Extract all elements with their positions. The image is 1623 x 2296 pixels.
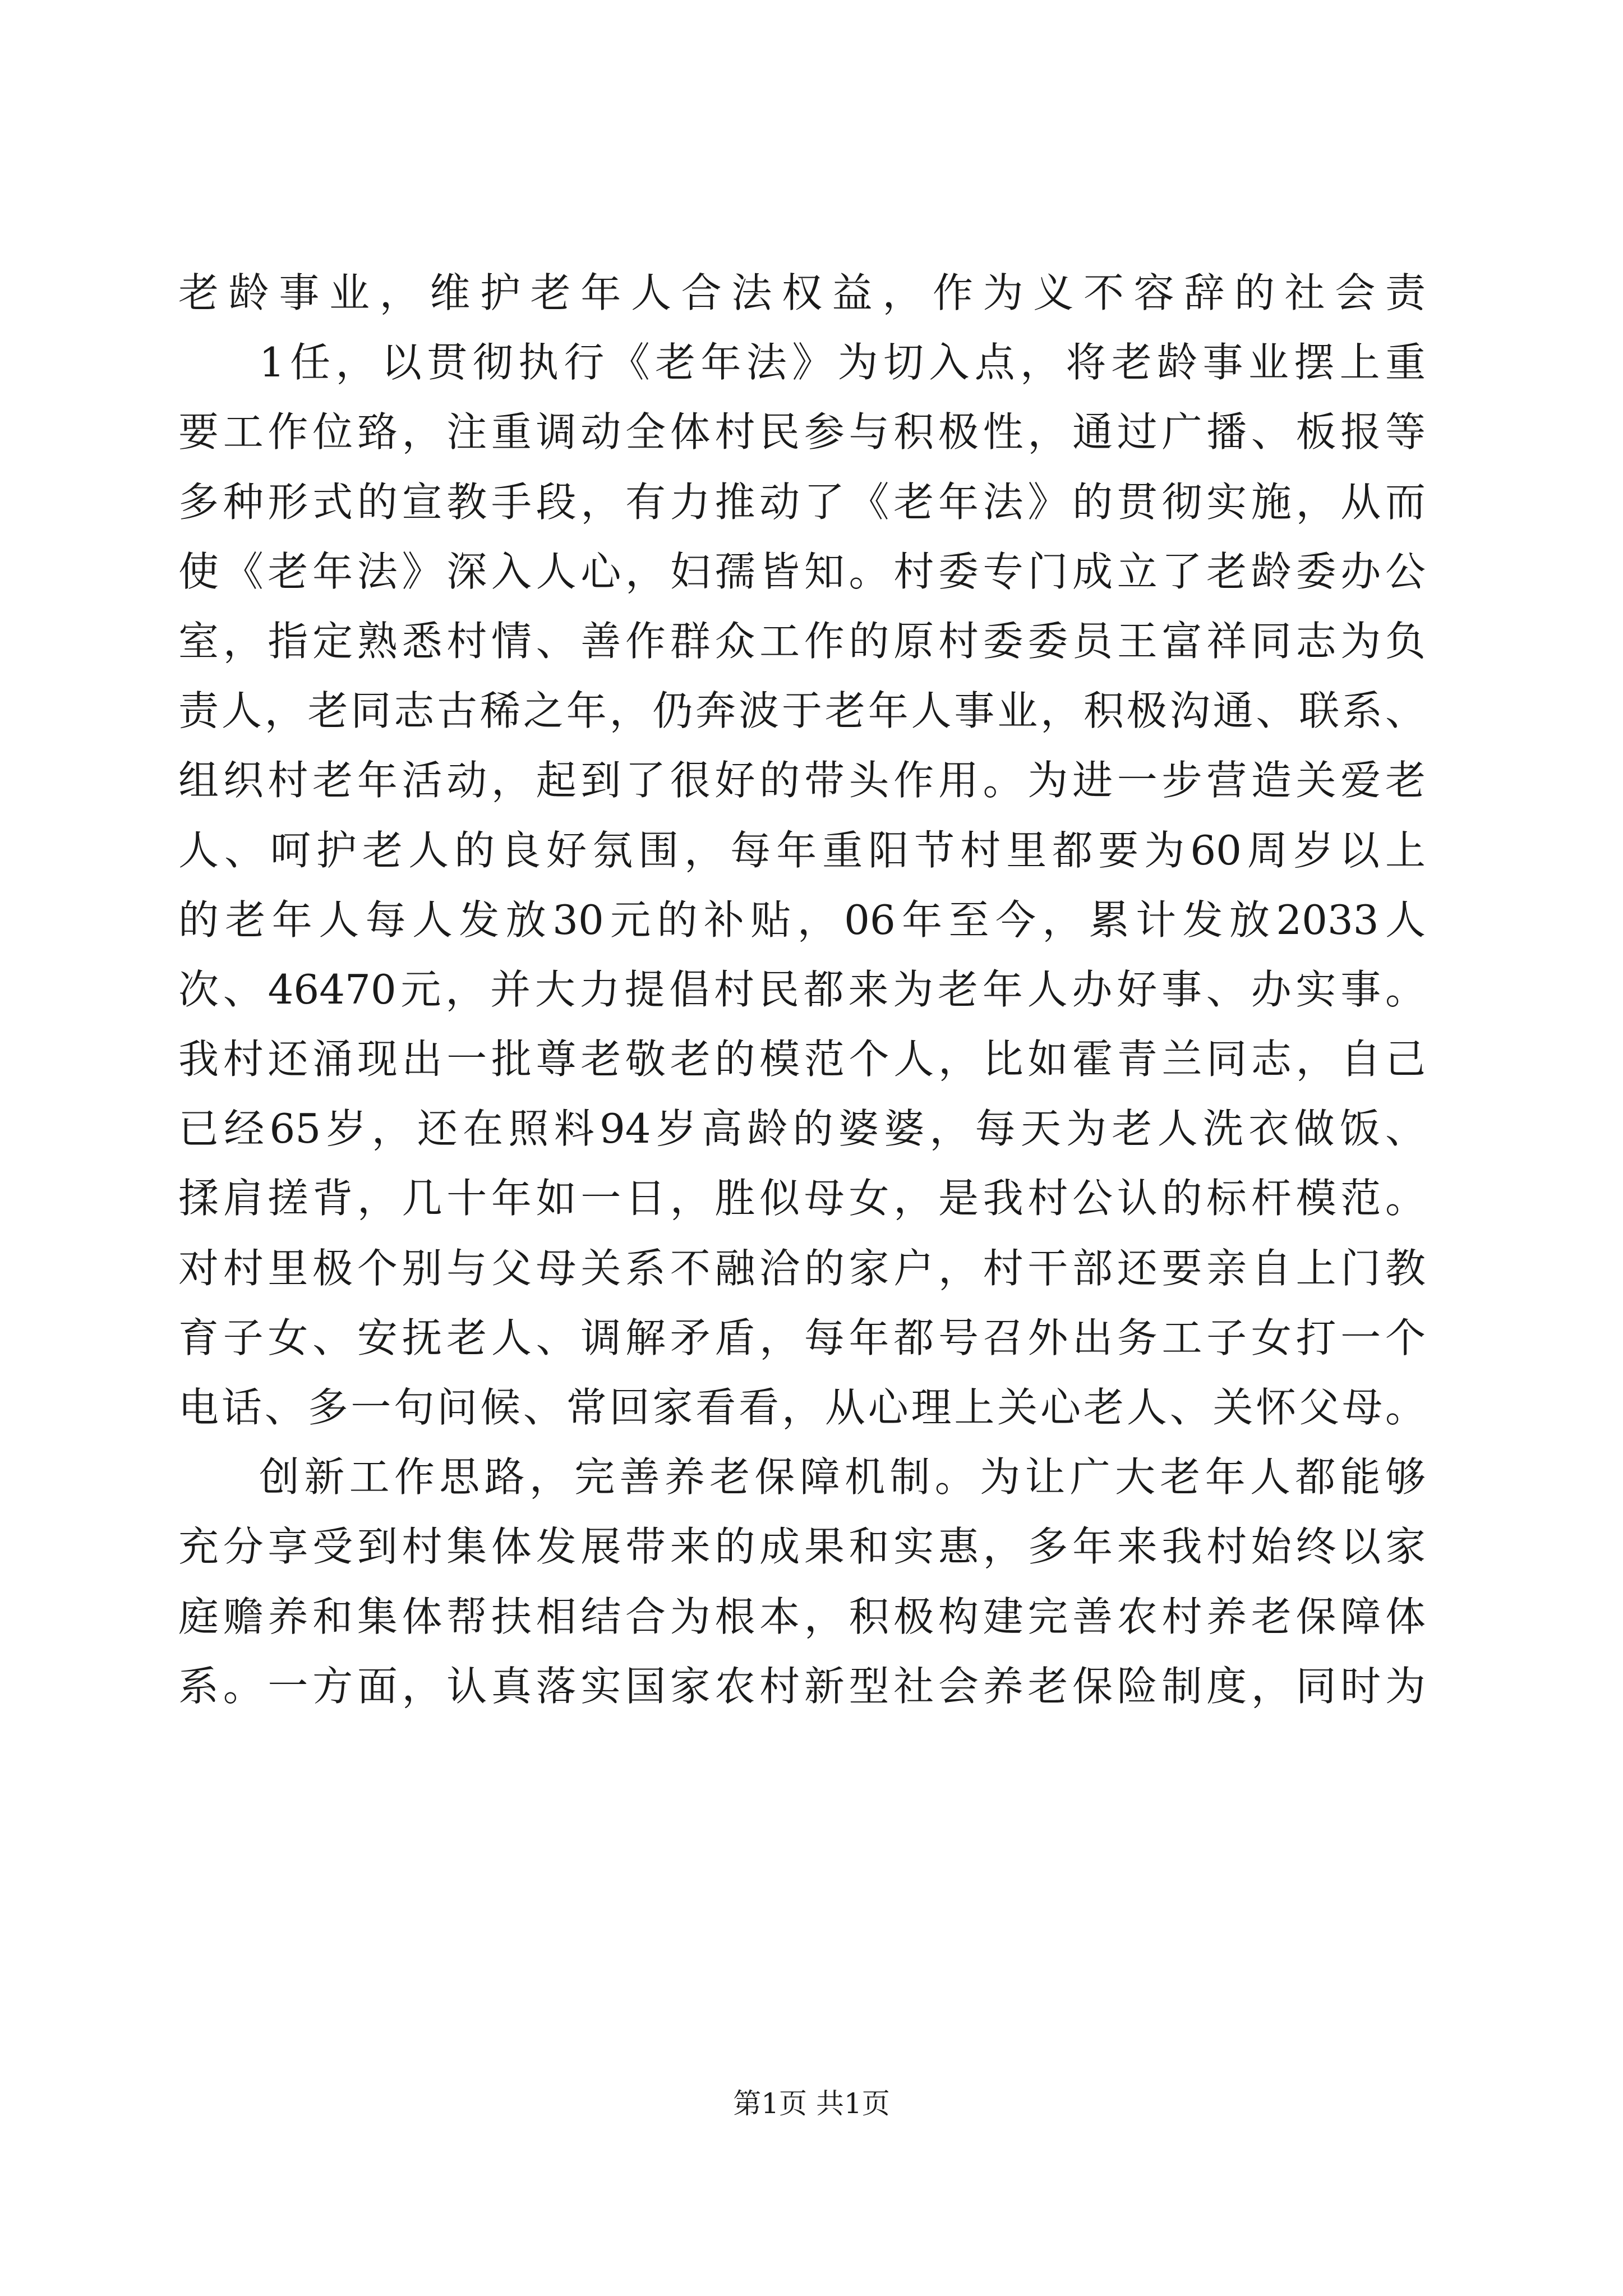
text-line: 次、46470元，并大力提倡村民都来为老年人办好事、办实事。	[178, 965, 1426, 1013]
text-line: 老龄事业，维护老年人合法权益，作为义不容辞的社会责	[178, 269, 1426, 316]
page-number-label: 第1页 共1页	[733, 2087, 890, 2120]
text-line: 对村里极个别与父母关系不融洽的家户，村干部还要亲自上门教	[178, 1244, 1426, 1292]
text-line: 1任，以贯彻执行《老年法》为切入点，将老龄事业摆上重	[259, 339, 1426, 386]
text-line: 责人，老同志古稀之年，仍奔波于老年人事业，积极沟通、联系、	[178, 687, 1426, 735]
text-line: 我村还涌现出一批尊老敬老的模范个人，比如霍青兰同志，自己	[178, 1036, 1426, 1083]
text-line: 已经65岁，还在照料94岁高龄的婆婆，每天为老人洗衣做饭、	[178, 1105, 1426, 1153]
text-line: 使《老年法》深入人心，妇孺皆知。村委专门成立了老龄委办公	[178, 547, 1426, 595]
text-line: 创新工作思路，完善养老保障机制。为让广大老年人都能够	[259, 1453, 1426, 1501]
text-line: 多种形式的宣教手段，有力推动了《老年法》的贯彻实施，从而	[178, 478, 1426, 526]
text-line: 充分享受到村集体发展带来的成果和实惠，多年来我村始终以家	[178, 1523, 1426, 1571]
text-line: 组织村老年活动，起到了很好的带头作用。为进一步营造关爱老	[178, 757, 1426, 804]
document-body	[178, 258, 1426, 1721]
text-line: 的老年人每人发放30元的补贴，06年至今，累计发放2033人	[178, 896, 1426, 944]
text-line: 育子女、安抚老人、调解矛盾，每年都号召外出务工子女打一个	[178, 1314, 1426, 1361]
text-line: 要工作位臵，注重调动全体村民参与积极性，通过广播、板报等	[178, 408, 1426, 456]
text-line: 室，指定熟悉村情、善作群众工作的原村委委员王富祥同志为负	[178, 617, 1426, 665]
text-line: 庭赡养和集体帮扶相结合为根本，积极构建完善农村养老保障体	[178, 1593, 1426, 1640]
text-line: 电话、多一句问候、常回家看看，从心理上关心老人、关怀父母。	[178, 1384, 1426, 1431]
text-line: 揉肩搓背，几十年如一日，胜似母女，是我村公认的标杆模范。	[178, 1175, 1426, 1222]
page-footer	[0, 2084, 1623, 2123]
text-line: 系。一方面，认真落实国家农村新型社会养老保险制度，同时为	[178, 1662, 1426, 1710]
text-line: 人、呵护老人的良好氛围，每年重阳节村里都要为60周岁以上	[178, 826, 1426, 874]
